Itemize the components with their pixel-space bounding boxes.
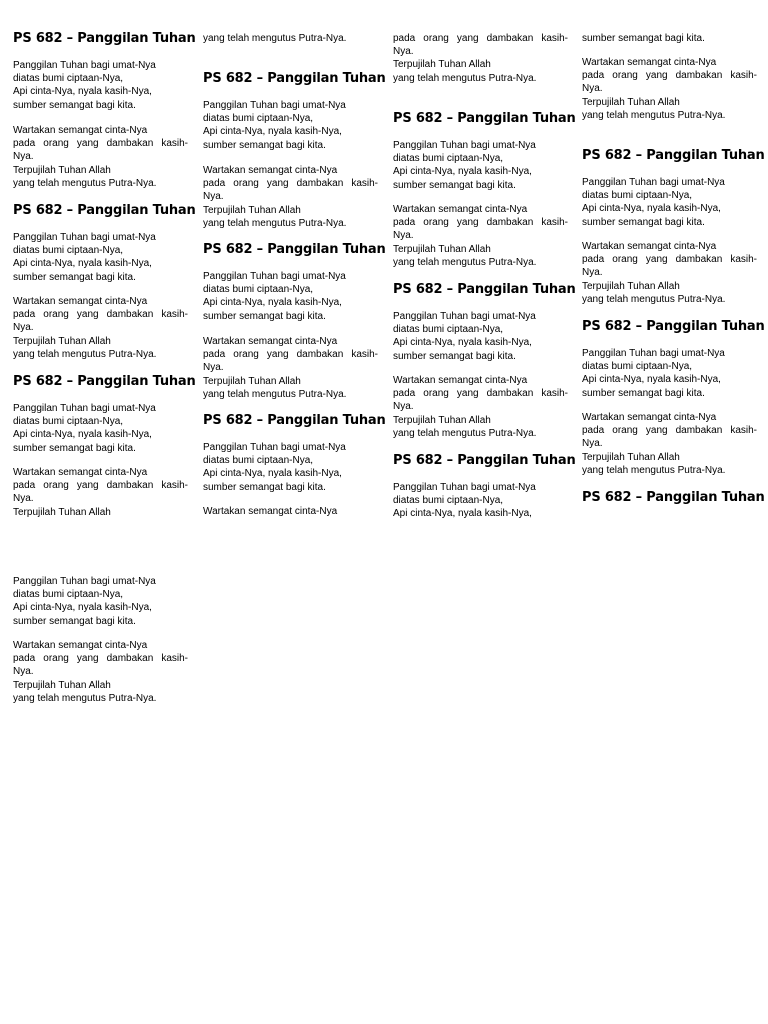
lyric-line: diatas bumi ciptaan-Nya, (582, 361, 693, 373)
verse-2-stanza (582, 240, 757, 306)
lyric-line: Wartakan semangat cinta-Nya (582, 241, 717, 252)
lyric-line: Wartakan semangat cinta-Nya (13, 296, 148, 307)
lyric-line: Terpujilah Tuhan Allah (582, 280, 680, 292)
lyric-line: diatas bumi ciptaan-Nya, (582, 190, 693, 202)
lyric-line: pada orang yang dambakan kasih- (203, 349, 378, 361)
lyric-line: sumber semangat bagi kita. (13, 271, 136, 283)
lyric-line: Api cinta-Nya, nyala kasih-Nya, (13, 429, 152, 441)
lyric-line: Terpujilah Tuhan Allah (203, 375, 301, 387)
lyric-line: Panggilan Tuhan bagi umat-Nya (582, 348, 725, 359)
lyric-line: Api cinta-Nya, nyala kasih-Nya, (582, 374, 721, 386)
lyric-line: Api cinta-Nya, nyala kasih-Nya, (13, 258, 152, 270)
lyric-line: sumber semangat bagi kita. (203, 481, 326, 493)
lyric-line: Nya. (13, 322, 34, 334)
verse-2-stanza (203, 32, 378, 45)
verse-2-stanza (13, 124, 188, 190)
song-title: PS 682 – Panggilan Tuhan (203, 71, 386, 86)
lyric-line: diatas bumi ciptaan-Nya, (13, 73, 124, 85)
verse-1-stanza (582, 32, 757, 45)
lyric-line: Terpujilah Tuhan Allah (582, 451, 680, 463)
lyric-line: pada orang yang dambakan kasih- (203, 178, 378, 190)
lyric-line: yang telah mengutus Putra-Nya. (203, 217, 347, 229)
lyric-line: Wartakan semangat cinta-Nya (203, 165, 338, 176)
song-title: PS 682 – Panggilan Tuhan (13, 31, 196, 46)
verse-2-stanza (393, 374, 568, 440)
lyric-line: Api cinta-Nya, nyala kasih-Nya, (393, 508, 532, 520)
lyric-line: Wartakan semangat cinta-Nya (582, 412, 717, 423)
lyric-line: Terpujilah Tuhan Allah (393, 59, 491, 71)
lyric-line: Nya. (393, 46, 414, 58)
lyric-line: Wartakan semangat cinta-Nya (203, 506, 338, 517)
verse-2-stanza (203, 335, 378, 401)
lyric-line: diatas bumi ciptaan-Nya, (203, 455, 314, 467)
verse-2-stanza (393, 32, 568, 85)
verse-2-stanza (13, 295, 188, 361)
lyric-line: sumber semangat bagi kita. (393, 350, 516, 362)
lyric-line: sumber semangat bagi kita. (13, 99, 136, 111)
lyric-line: pada orang yang dambakan kasih- (13, 309, 188, 321)
lyric-line: Api cinta-Nya, nyala kasih-Nya, (203, 468, 342, 480)
lyric-line: yang telah mengutus Putra-Nya. (13, 348, 157, 360)
lyric-line: diatas bumi ciptaan-Nya, (13, 416, 124, 428)
song-title: PS 682 – Panggilan Tuhan (203, 413, 386, 428)
lyric-line: Panggilan Tuhan bagi umat-Nya (13, 60, 156, 71)
lyric-line: sumber semangat bagi kita. (13, 615, 136, 627)
lyric-line: yang telah mengutus Putra-Nya. (393, 256, 537, 268)
song-title: PS 682 – Panggilan Tuhan (203, 242, 386, 257)
lyric-line: sumber semangat bagi kita. (582, 216, 705, 228)
song-title: PS 682 – Panggilan Tuhan (393, 111, 576, 126)
lyric-line: Terpujilah Tuhan Allah (13, 164, 111, 176)
lyric-line: Nya. (393, 230, 414, 242)
lyric-line: Panggilan Tuhan bagi umat-Nya (13, 403, 156, 414)
lyric-line: yang telah mengutus Putra-Nya. (203, 33, 347, 44)
lyric-line: Terpujilah Tuhan Allah (582, 96, 680, 108)
lyric-line: Terpujilah Tuhan Allah (393, 414, 491, 426)
lyric-line: Nya. (13, 666, 34, 678)
lyric-line: diatas bumi ciptaan-Nya, (203, 113, 314, 125)
verse-2-stanza (203, 505, 378, 518)
lyric-line: Api cinta-Nya, nyala kasih-Nya, (203, 126, 342, 138)
lyric-line: Nya. (582, 438, 603, 450)
lyric-line: pada orang yang dambakan kasih- (582, 425, 757, 437)
lyric-line: yang telah mengutus Putra-Nya. (13, 692, 157, 704)
lyric-line: Wartakan semangat cinta-Nya (13, 467, 148, 478)
lyric-line: yang telah mengutus Putra-Nya. (13, 177, 157, 189)
lyric-line: Panggilan Tuhan bagi umat-Nya (203, 271, 346, 282)
lyric-line: yang telah mengutus Putra-Nya. (582, 109, 726, 121)
lyric-line: sumber semangat bagi kita. (203, 310, 326, 322)
lyric-line: Wartakan semangat cinta-Nya (582, 57, 717, 68)
lyric-line: pada orang yang dambakan kasih- (393, 217, 568, 229)
lyric-line: Api cinta-Nya, nyala kasih-Nya, (393, 337, 532, 349)
song-title: PS 682 – Panggilan Tuhan (13, 374, 196, 389)
lyric-line: Nya. (203, 362, 224, 374)
lyric-line: Api cinta-Nya, nyala kasih-Nya, (582, 203, 721, 215)
lyric-line: pada orang yang dambakan kasih- (582, 70, 757, 82)
verse-1-stanza (393, 139, 568, 192)
lyric-line: Api cinta-Nya, nyala kasih-Nya, (393, 166, 532, 178)
lyric-line: Wartakan semangat cinta-Nya (13, 125, 148, 136)
lyric-line: Api cinta-Nya, nyala kasih-Nya, (13, 602, 152, 614)
lyric-line: yang telah mengutus Putra-Nya. (203, 388, 347, 400)
lyric-line: Panggilan Tuhan bagi umat-Nya (393, 482, 536, 493)
lyric-line: yang telah mengutus Putra-Nya. (393, 72, 537, 84)
lyric-line: Panggilan Tuhan bagi umat-Nya (13, 576, 156, 587)
lyric-line: Wartakan semangat cinta-Nya (393, 375, 528, 386)
lyric-line: diatas bumi ciptaan-Nya, (393, 153, 504, 165)
verse-1-stanza (582, 176, 757, 229)
lyric-line: pada orang yang dambakan kasih- (13, 480, 188, 492)
lyric-line: Panggilan Tuhan bagi umat-Nya (203, 100, 346, 111)
lyric-line: Nya. (393, 401, 414, 413)
song-title: PS 682 – Panggilan Tuhan (393, 282, 576, 297)
lyric-line: pada orang yang dambakan kasih- (13, 138, 188, 150)
lyric-line: sumber semangat bagi kita. (203, 139, 326, 151)
verse-1-stanza (13, 575, 188, 628)
lyric-line: Panggilan Tuhan bagi umat-Nya (13, 232, 156, 243)
lyric-line: pada orang yang dambakan kasih- (393, 33, 568, 44)
verse-2-stanza (582, 411, 757, 477)
verse-1-stanza (203, 99, 378, 152)
verse-2-stanza (13, 466, 188, 519)
lyric-line: sumber semangat bagi kita. (582, 387, 705, 399)
lyric-line: Terpujilah Tuhan Allah (393, 243, 491, 255)
lyric-line: yang telah mengutus Putra-Nya. (582, 464, 726, 476)
lyric-line: Nya. (582, 83, 603, 95)
lyric-line: yang telah mengutus Putra-Nya. (582, 293, 726, 305)
lyric-line: Nya. (13, 151, 34, 163)
lyric-line: Panggilan Tuhan bagi umat-Nya (393, 311, 536, 322)
lyric-line: Panggilan Tuhan bagi umat-Nya (393, 140, 536, 151)
verse-2-stanza (13, 639, 188, 705)
verse-1-stanza (203, 270, 378, 323)
lyric-line: diatas bumi ciptaan-Nya, (13, 245, 124, 257)
lyric-line: Nya. (582, 267, 603, 279)
song-title: PS 682 – Panggilan Tuhan (582, 148, 765, 163)
song-title: PS 682 – Panggilan Tuhan (582, 490, 765, 505)
lyric-line: Nya. (13, 493, 34, 505)
verse-2-stanza (203, 164, 378, 230)
verse-1-stanza (393, 310, 568, 363)
lyric-line: Panggilan Tuhan bagi umat-Nya (582, 177, 725, 188)
verse-1-stanza (393, 481, 568, 521)
lyric-line: diatas bumi ciptaan-Nya, (393, 324, 504, 336)
verse-2-stanza (582, 56, 757, 122)
lyric-line: Wartakan semangat cinta-Nya (393, 204, 528, 215)
lyric-line: yang telah mengutus Putra-Nya. (393, 427, 537, 439)
lyric-line: sumber semangat bagi kita. (13, 442, 136, 454)
verse-2-stanza (393, 203, 568, 269)
song-title: PS 682 – Panggilan Tuhan (582, 319, 765, 334)
lyric-line: diatas bumi ciptaan-Nya, (203, 284, 314, 296)
verse-1-stanza (13, 231, 188, 284)
lyric-line: diatas bumi ciptaan-Nya, (393, 495, 504, 507)
verse-1-stanza (582, 347, 757, 400)
lyric-line: Wartakan semangat cinta-Nya (203, 336, 338, 347)
lyric-line: Terpujilah Tuhan Allah (203, 204, 301, 216)
verse-1-stanza (13, 59, 188, 112)
lyric-line: Wartakan semangat cinta-Nya (13, 640, 148, 651)
lyric-line: pada orang yang dambakan kasih- (13, 653, 188, 665)
verse-1-stanza (13, 402, 188, 455)
verse-1-stanza (203, 441, 378, 494)
lyric-line: Terpujilah Tuhan Allah (13, 335, 111, 347)
lyric-line: Api cinta-Nya, nyala kasih-Nya, (203, 297, 342, 309)
lyric-line: Terpujilah Tuhan Allah (13, 679, 111, 691)
lyric-line: Api cinta-Nya, nyala kasih-Nya, (13, 86, 152, 98)
song-title: PS 682 – Panggilan Tuhan (13, 203, 196, 218)
lyric-line: pada orang yang dambakan kasih- (393, 388, 568, 400)
lyric-line: sumber semangat bagi kita. (582, 33, 705, 44)
lyric-line: Terpujilah Tuhan Allah (13, 506, 111, 518)
song-title: PS 682 – Panggilan Tuhan (393, 453, 576, 468)
lyric-line: pada orang yang dambakan kasih- (582, 254, 757, 266)
lyric-line: sumber semangat bagi kita. (393, 179, 516, 191)
lyric-line: Nya. (203, 191, 224, 203)
lyric-line: diatas bumi ciptaan-Nya, (13, 589, 124, 601)
lyric-line: Panggilan Tuhan bagi umat-Nya (203, 442, 346, 453)
